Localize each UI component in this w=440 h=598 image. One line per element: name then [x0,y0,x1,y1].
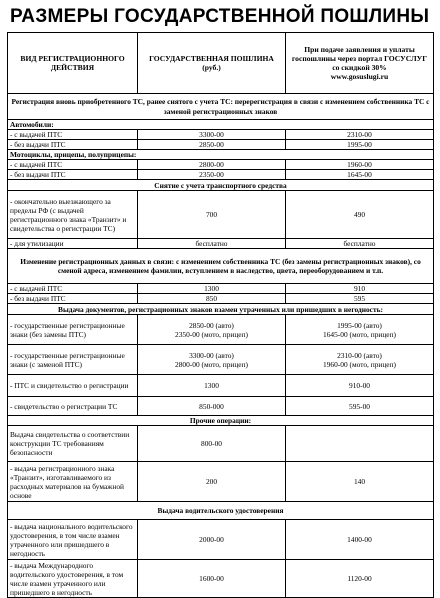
header-gosuslugi-text: При подаче заявления и уплаты госпошлины через портал ГОСУСЛУГ со скидкой 30% [291,44,428,72]
fee-value: 2850-00 [138,140,286,150]
discount-value: 1400-00 [286,520,434,560]
fee-value [138,315,286,345]
table-row [8,345,434,375]
header-fee: ГОСУДАРСТВЕННАЯ ПОШЛИНА (руб.) [138,33,286,94]
discount-value: 910-00 [286,375,434,397]
fee-value [138,345,286,375]
row-label: - выдача Международного водительского удостоверения, в том числе взамен утраченного или пришедшего в негодность [8,560,138,598]
section-row [8,304,434,315]
table-row [8,315,434,345]
fee-value: 1600-00 [138,560,286,598]
fee-value: 850-000 [138,397,286,416]
discount-value: бесплатно [286,239,434,249]
section-row [8,502,434,520]
fee-auto: 3300-00 (авто) [189,350,234,360]
fee-value: 3300-00 [138,130,286,140]
row-label: - свидетельство о регистрации ТС [8,397,138,416]
discount-auto: 1995-00 (авто) [337,320,382,330]
row-label: Выдача свидетельства о соответствии конструкции ТС требованиям безопасности [8,426,138,462]
row-label: - государственные регистрационные знаки (без замены ПТС) [8,315,138,345]
fee-value: 1300 [138,375,286,397]
fee-value: 800-00 [138,426,286,462]
discount-value: 140 [286,462,434,502]
gosuslugi-link: www.gosuslugi.ru [330,72,389,82]
row-label: - с выдачей ПТС [8,160,138,170]
fee-value: бесплатно [138,239,286,249]
section-other: Прочие операции: [8,416,434,426]
table-row [8,294,434,304]
fee-table [7,32,434,598]
discount-value: 1960-00 [286,160,434,170]
subheader-row [8,150,434,160]
section-registration: Регистрация вновь приобретенного ТС, ранее снятого с учета ТС: перерегистрация в связи с изменением собственника ТС с заменой регистрационных знаков [8,94,434,120]
row-label: - без выдачи ПТС [8,170,138,180]
discount-value: 595 [286,294,434,304]
table-row [8,284,434,294]
section-license: Выдача водительского удостоверения [8,502,434,520]
fee-value: 850 [138,294,286,304]
row-label: - государственные регистрационные знаки (с заменой ПТС) [8,345,138,375]
fee-value: 2000-00 [138,520,286,560]
row-label: - окончательно выезжающего за пределы РФ (с выдачей регистрационного знака «Транзит» и свидетельства о регистрации ТС) [8,191,138,239]
subheader-moto: Мотоциклы, прицепы, полуприцепы: [8,150,434,160]
discount-value: 1645-00 [286,170,434,180]
fee-value: 1300 [138,284,286,294]
page-title: РАЗМЕРЫ ГОСУДАРСТВЕННОЙ ПОШЛИНЫ [10,6,430,27]
row-label: - с выдачей ПТС [8,284,138,294]
discount-moto: 1645-00 (мото, прицеп) [323,329,396,339]
row-label: - выдача национального водительского удостоверения, в том числе взамен утраченного или пришедшего в негодность [8,520,138,560]
row-label: - с выдачей ПТС [8,130,138,140]
fee-auto: 2850-00 (авто) [189,320,234,330]
discount-value [286,315,434,345]
fee-value: 200 [138,462,286,502]
subheader-auto: Автомобили: [8,120,434,130]
discount-value: 490 [286,191,434,239]
row-label: - ПТС и свидетельство о регистрации [8,375,138,397]
table-row [8,560,434,598]
discount-auto: 2310-00 (авто) [337,350,382,360]
discount-value: 595-00 [286,397,434,416]
table-row [8,130,434,140]
discount-value: 2310-00 [286,130,434,140]
fee-value: 700 [138,191,286,239]
section-replacement: Выдача документов, регистрационных знаков взамен утраченных или пришедших в негодность: [8,304,434,315]
table-row [8,462,434,502]
discount-value [286,426,434,462]
fee-moto: 2800-00 (мото, прицеп) [175,359,248,369]
discount-value: 1120-00 [286,560,434,598]
table-row [8,397,434,416]
discount-moto: 1960-00 (мото, прицеп) [323,359,396,369]
section-row [8,249,434,284]
table-row [8,170,434,180]
table-row [8,375,434,397]
row-label: - без выдачи ПТС [8,294,138,304]
table-row [8,239,434,249]
table-row [8,160,434,170]
row-label: - без выдачи ПТС [8,140,138,150]
discount-value [286,345,434,375]
table-row [8,426,434,462]
table-header [8,33,434,94]
row-label: - для утилизации [8,239,138,249]
fee-value: 2800-00 [138,160,286,170]
header-gosuslugi [286,33,434,94]
discount-value: 910 [286,284,434,294]
table-row [8,520,434,560]
section-data-change: Изменение регистрационных данных в связи: с изменением собственника ТС (без замены регистрационных знаков), со сменой адреса, изменением фамилии, вступлением в наследство, цвета, переоборудованием и т.п. [8,249,434,284]
discount-value: 1995-00 [286,140,434,150]
header-action-type: ВИД РЕГИСТРАЦИОННОГО ДЕЙСТВИЯ [8,33,138,94]
section-row [8,94,434,120]
section-row [8,416,434,426]
table-row [8,191,434,239]
fee-value: 2350-00 [138,170,286,180]
subheader-row [8,120,434,130]
table-row [8,140,434,150]
row-label: - выдача регистрационного знака «Транзит», изготавливаемого из расходных материалов на бумажной основе [8,462,138,502]
fee-moto: 2350-00 (мото, прицеп) [175,329,248,339]
section-deregistration: Снятие с учета транспортного средства [8,180,434,191]
section-row [8,180,434,191]
